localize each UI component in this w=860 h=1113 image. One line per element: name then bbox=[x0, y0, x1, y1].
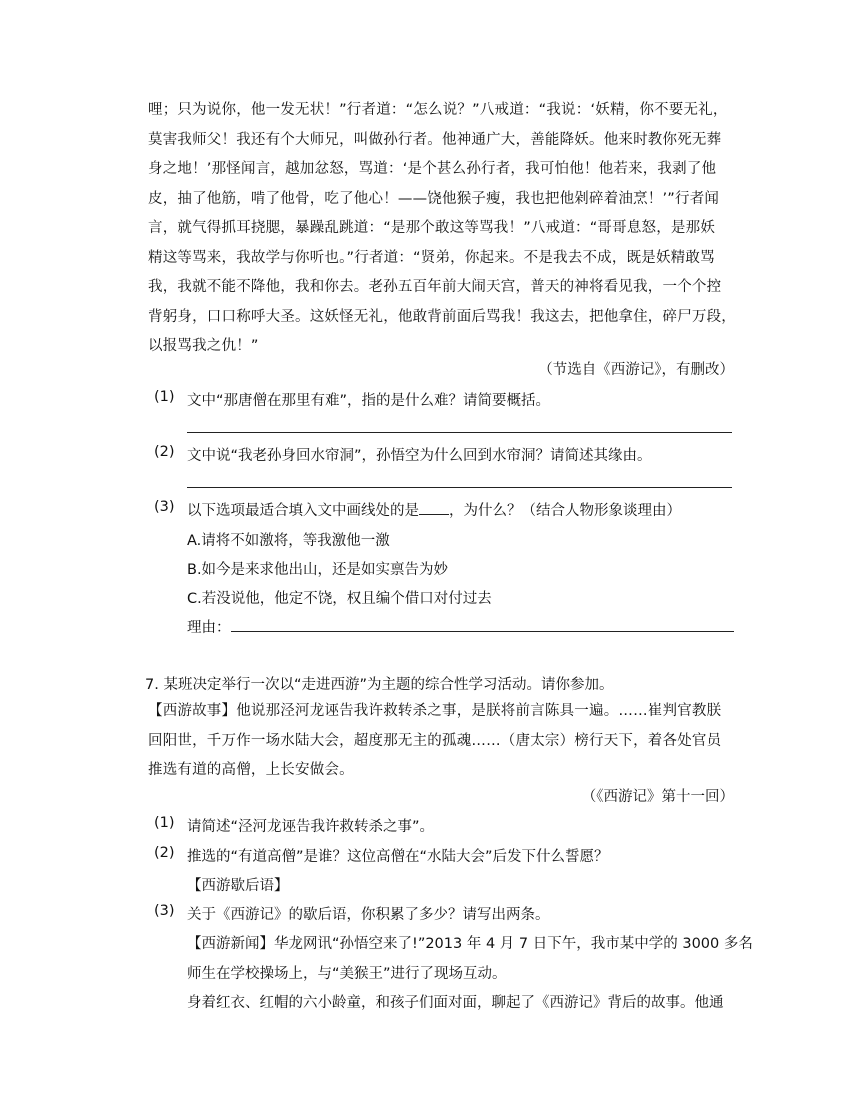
answer-line-6-2[interactable] bbox=[187, 487, 732, 488]
question-text: 推选的“有道高僧”是谁？这位高僧在“水陆大会”后发下什么誓愿？ bbox=[187, 849, 609, 865]
xiehouyu-heading: 【西游歇后语】 bbox=[187, 878, 289, 894]
passage-line: 我，我就不能不降他，我和你去。老孙五百年前大闹天宫，普天的神将看见我，一个个控 bbox=[148, 279, 722, 295]
question-number: (3) bbox=[154, 499, 175, 515]
option-c: C.若没说他，他定不饶，权且编个借口对付过去 bbox=[187, 591, 492, 607]
passage-line: 身之地！’那怪闻言，越加忿怒，骂道：‘是个甚么孙行者，我可怕他！他若来，我剥了他 bbox=[148, 161, 717, 177]
passage-line: 以报骂我之仇！” bbox=[148, 338, 259, 354]
passage-line: 背躬身，口口称呼大圣。这妖怪无礼，他敢背前面后骂我！我这去，把他拿住，碎尸万段， bbox=[148, 308, 736, 325]
story-line: 推选有道的高僧，上长安做会。 bbox=[148, 762, 354, 778]
passage-line: 莫害我师父！我还有个大师兄，叫做孙行者。他神通广大，善能降妖。他来时教你死无葬 bbox=[148, 131, 722, 148]
reason-answer-line[interactable] bbox=[231, 631, 734, 632]
passage-text bbox=[148, 96, 736, 362]
question-number: (1) bbox=[154, 389, 175, 405]
question-7-1 bbox=[154, 815, 736, 837]
option-a: A.请将不如激将，等我激他一激 bbox=[187, 533, 390, 549]
news-line: 【西游新闻】华龙网讯“孙悟空来了!”2013 年 4 月 7 日下午，我市某中学的 3000 多名 bbox=[187, 936, 753, 952]
question-7-2 bbox=[154, 845, 736, 867]
news-line: 身着红衣、红帽的六小龄童，和孩子们面对面，聊起了《西游记》背后的故事。他通 bbox=[187, 995, 724, 1011]
question-text: 关于《西游记》的歇后语，你积累了多少？请写出两条。 bbox=[187, 907, 550, 923]
option-b: B.如今是来求他出山，还是如实禀告为妙 bbox=[187, 562, 449, 578]
story-source: （《西游记》第十一回） bbox=[581, 789, 734, 805]
question-number: (1) bbox=[154, 815, 175, 831]
question-number: (2) bbox=[154, 845, 175, 861]
story-line: 回阳世，千万作一场水陆大会，超度那无主的孤魂……（唐太宗）榜行天下，着各处官员 bbox=[148, 732, 722, 749]
passage-line: 皮，抽了他筋，啃了他骨，吃了他心！——饶他猴子瘦，我也把他剁碎着油烹！’”行者闻 bbox=[148, 190, 720, 207]
xiyou-story bbox=[148, 697, 736, 786]
story-line: 【西游故事】他说那泾河龙诬告我许救转杀之事，是朕将前言陈具一遍。……崔判官教朕 bbox=[148, 703, 722, 719]
passage-line: 精这等骂来，我故学与你听也。”行者道：“贤弟，你起来。不是我去不成，既是妖精敢骂 bbox=[148, 249, 715, 266]
question-7-heading: 7. 某班决定举行一次以“走进西游”为主题的综合性学习活动。请你参加。 bbox=[145, 677, 614, 693]
passage-line: 言，就气得抓耳挠腮，暴躁乱跳道：“是那个敢这等骂我！”八戒道：“哥哥息怒，是那妖 bbox=[148, 220, 716, 236]
question-text-before: 以下选项最适合填入文中画线处的是 bbox=[187, 503, 419, 519]
passage-source: （节选自《西游记》，有删改） bbox=[538, 362, 734, 378]
question-6-3 bbox=[154, 499, 736, 521]
question-number: (3) bbox=[154, 903, 175, 919]
question-6-1 bbox=[154, 389, 736, 411]
question-number: (2) bbox=[154, 444, 175, 460]
news-line: 师生在学校操场上，与“美猴王”进行了现场互动。 bbox=[187, 966, 507, 982]
answer-line-6-1[interactable] bbox=[187, 432, 732, 433]
question-text: 文中说“我老孙身回水帘洞”，孙悟空为什么回到水帘洞？请简述其缘由。 bbox=[187, 448, 652, 464]
fill-blank[interactable] bbox=[419, 500, 449, 515]
question-text-after: ，为什么？（结合人物形象谈理由） bbox=[449, 503, 681, 519]
question-text: 请简述“泾河龙诬告我许救转杀之事”。 bbox=[187, 819, 435, 835]
passage-line: 哩；只为说你，他一发无状！”行者道：“怎么说？”八戒道：“我说：‘妖精，你不要无礼， bbox=[148, 102, 728, 118]
question-text: 文中“那唐僧在那里有难”，指的是什么难？请简要概括。 bbox=[187, 393, 551, 409]
reason-label: 理由： bbox=[187, 620, 231, 636]
question-7-3 bbox=[154, 903, 736, 925]
question-text bbox=[187, 499, 681, 520]
question-6-2 bbox=[154, 444, 736, 466]
